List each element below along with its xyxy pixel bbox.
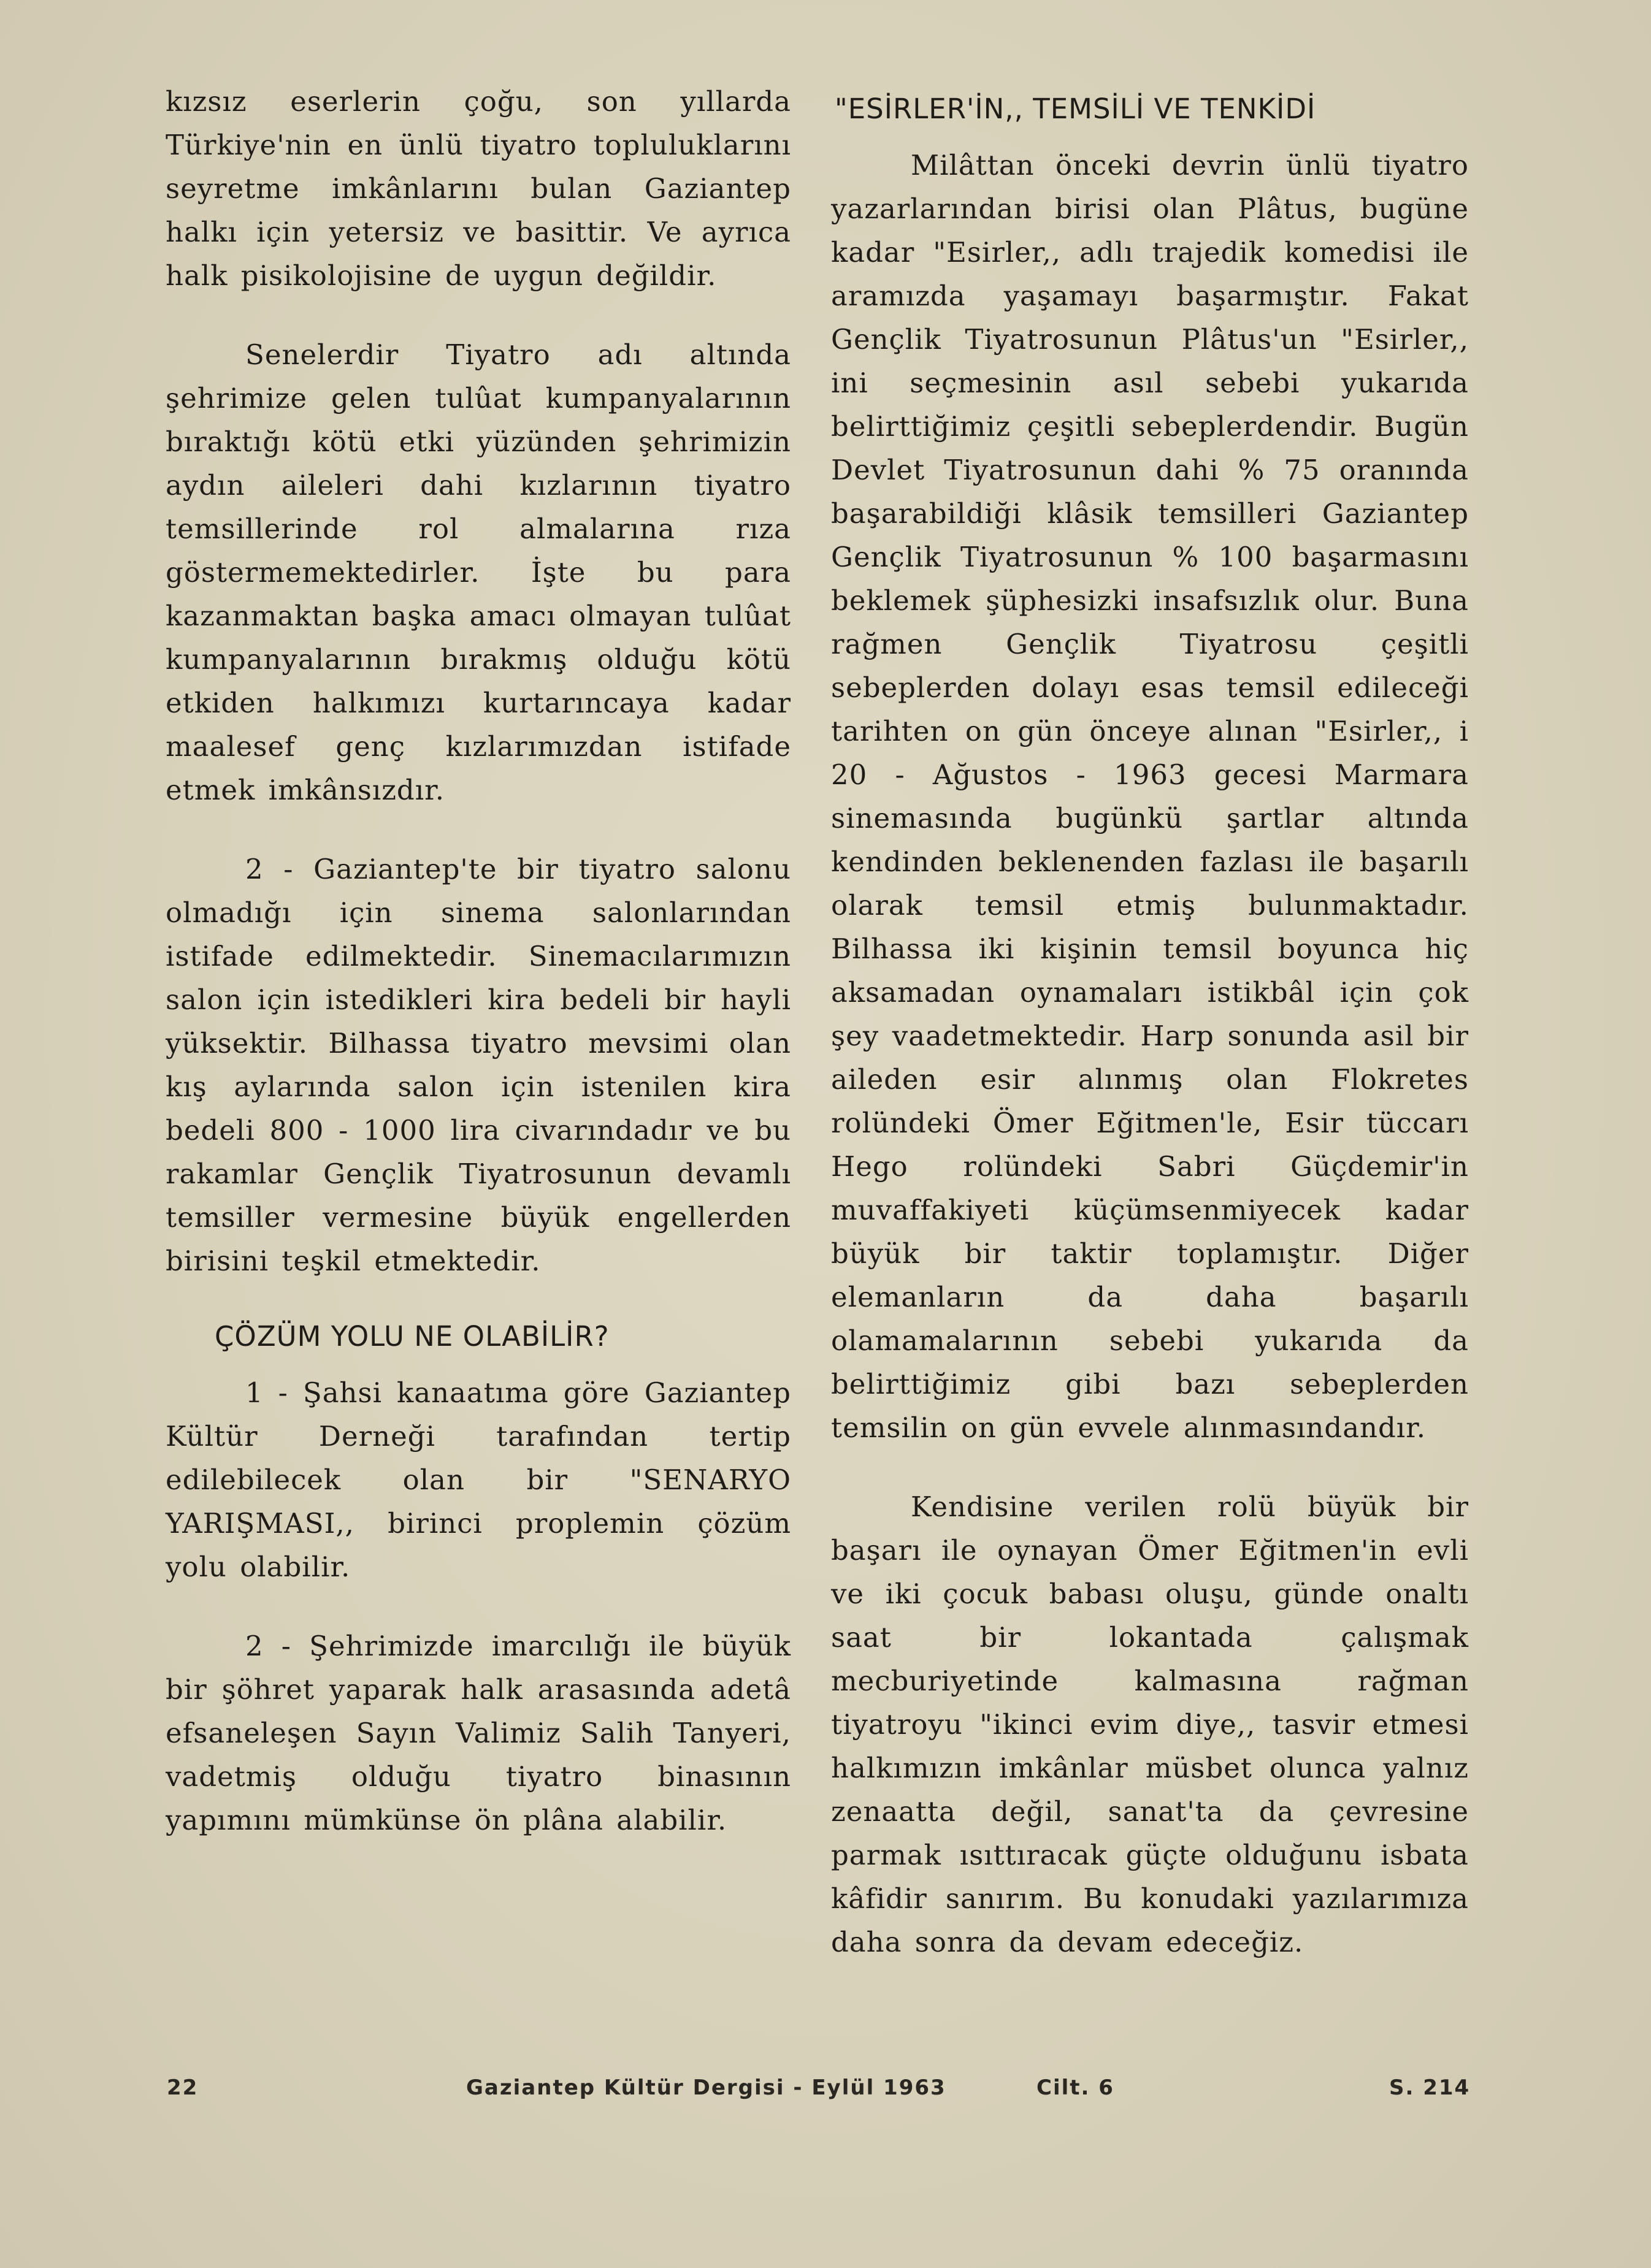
left-column	[166, 80, 791, 1877]
right-column	[831, 80, 1469, 1999]
left-paragraph-3: 2 - Gaziantep'te bir tiyatro salonu olmadığı için sinema salonlarından istifade edilmektedir. Sinemacılarımızın salon için istedikleri kira bedeli bir hayli yüksektir. Bilhassa tiyatro mevsimi olan kış aylarında salon için istenilen kira bedeli 800 - 1000 lira civarındadır ve bu rakamlar Gençlik Tiyatrosunun devamlı temsiller vermesine büyük engellerden birisini teşkil etmektedir.	[166, 853, 791, 1277]
page-number: 22	[167, 2075, 199, 2100]
section-heading-solutions: ÇÖZÜM YOLU NE OLABİLİR?	[215, 1320, 610, 1353]
left-paragraph-2: Senelerdir Tiyatro adı altında şehrimize gelen tulûat kumpanyalarının bıraktığı kötü etki yüzünden şehrimizin aydın aileleri dahi kızlarının tiyatro temsillerinde rol almalarına rıza göstermemektedirler. İşte bu para kazanmaktan başka amacı olmayan tulûat kumpanyalarının bırakmış olduğu kötü etkiden halkımızı kurtarıncaya kadar maalesef genç kızlarımızdan istifade etmek imkânsızdır.	[166, 338, 791, 806]
right-paragraph-1: Milâttan önceki devrin ünlü tiyatro yazarlarından birisi olan Plâtus, bugüne kadar "Esirler,, adlı trajedik komedisi ile aramızda yaşamayı başarmıştır. Fakat Gençlik Tiyatrosunun Plâtus'un "Esirler,, ini seçmesinin asıl sebebi yukarıda belirttiğimiz çeşitli sebeplerdendir. Bugün Devlet Tiyatrosunun dahi % 75 oranında başarabildiği klâsik temsilleri Gaziantep Gençlik Tiyatrosunun % 100 başarmasını beklemek şüphesizki insafsızlık olur. Buna rağmen Gençlik Tiyatrosu çeşitli sebeplerden dolayı esas temsil edileceği tarihten on gün önceye alınan "Esirler,, i 20 - Ağustos - 1963 gecesi Marmara sinemasında bugünkü şartlar altında kendinden beklenenden fazlası ile başarılı olarak temsil etmiş bulunmaktadır. Bilhassa iki kişinin temsil boyunca hiç aksamadan oynamaları istikbâl için çok şey vaadetmektedir. Harp sonunda asil bir aileden esir alınmış olan Flokretes rolündeki Ömer Eğitmen'le, Esir tüccarı Hego rolündeki Sabri Güçdemir'in muvaffakiyeti küçümsenmiyecek kadar büyük bir taktir toplamıştır. Diğer elemanların da daha başarılı olamamalarının sebebi yukarıda da belirttiğimiz gibi bazı sebeplerden temsilin on gün evvele alınmasındandır.	[831, 149, 1469, 1444]
solution-item-2: 2 - Şehrimizde imarcılığı ile büyük bir şöhret yaparak halk arasasında adetâ efsaneleşen Sayın Valimiz Salih Tanyeri, vadetmiş olduğu tiyatro binasının yapımını mümkünse ön plâna alabilir.	[166, 1630, 791, 1836]
section-heading-review: "ESİRLER'İN,, TEMSİLİ VE TENKİDİ	[835, 93, 1316, 125]
right-paragraph-2: Kendisine verilen rolü büyük bir başarı ile oynayan Ömer Eğitmen'in evli ve iki çocuk babası oluşu, günde onaltı saat bir lokantada çalışmak mecburiyetinde kalmasına rağman tiyatroyu "ikinci evim diye,, tasvir etmesi halkımızın imkânlar müsbet olunca yalnız zenaatta değil, sanat'ta da çevresine parmak ısıttıracak güçte olduğunu isbata kâfidir sanırım. Bu konudaki yazılarımıza daha sonra da devam edeceğiz.	[831, 1491, 1469, 1958]
volume-number: Cilt. 6	[1036, 2075, 1114, 2100]
solution-item-1: 1 - Şahsi kanaatıma göre Gaziantep Kültür Derneği tarafından tertip edilebilecek olan bir "SENARYO YARIŞMASI,, birinci proplemin çözüm yolu olabilir.	[166, 1376, 791, 1583]
publication-title: Gaziantep Kültür Dergisi - Eylül 1963	[466, 2075, 946, 2100]
left-paragraph-1: kızsız eserlerin çoğu, son yıllarda Türkiye'nin en ünlü tiyatro topluluklarını seyretme imkânlarını bulan Gaziantep halkı için yetersiz ve basittir. Ve ayrıca halk pisikolojisine de uygun değildir.	[166, 85, 791, 292]
issue-page-number: S. 214	[1389, 2075, 1471, 2100]
